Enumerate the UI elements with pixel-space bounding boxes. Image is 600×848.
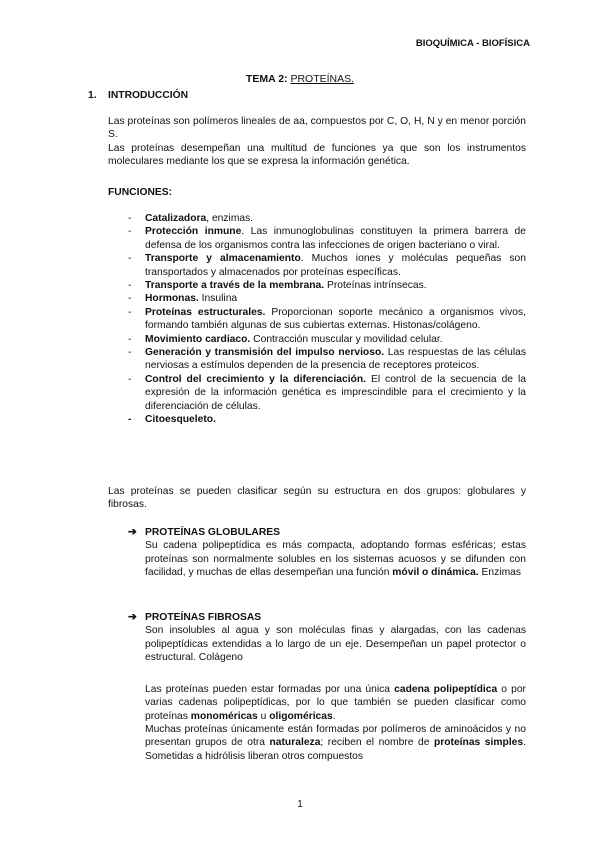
- simples-paragraph: Muchas proteínas únicamente están formadas por polímeros de aminoácidos y no presentan grupos de otra naturaleza; reciben el nombre de proteínas simples. Sometidas a hidrólisis liberan otros compuestos: [145, 724, 527, 762]
- title-prefix: TEMA 2:: [245, 73, 288, 85]
- page-number: 1: [297, 799, 303, 810]
- arrow-right-icon: ➔: [128, 612, 137, 623]
- list-item: - Protección inmune. Las inmunoglobulinas constituyen la primera barrera de defensa de los organismos contra las infecciones de origen bacteriano o viral.: [128, 226, 526, 251]
- globulares-heading: PROTEÍNAS GLOBULARES: [145, 527, 281, 538]
- intro-paragraph-2: Las proteínas desempeñan una multitud de funciones ya que son los instrumentos moleculares mediante los que se expresa la información genética.: [108, 143, 526, 168]
- list-item: - Proteínas estructurales. Proporcionan soporte mecánico a organismos vivos, formando también algunas de sus cubiertas externas. Histonas/colágeno.: [128, 306, 526, 332]
- title-topic: PROTEÍNAS.: [290, 73, 355, 85]
- section-title: INTRODUCCIÓN: [108, 90, 189, 101]
- list-item: - Citoesqueleto.: [128, 414, 216, 426]
- clasificacion-paragraph: Las proteínas se pueden clasificar según su estructura en dos grupos: globulares y fibrosas.: [108, 486, 526, 511]
- document-title: [0, 73, 600, 86]
- list-item: - Control del crecimiento y la diferenciación. El control de la secuencia de la expresión de la información genética es imprescindible para el crecimiento y la diferenciación de células.: [128, 373, 526, 412]
- globulares-text: Su cadena polipeptídica es más compacta, adoptando formas esféricas; estas proteínas son normalmente solubles en los sistemas acuosos y se difunden con facilidad, y muchas de ellas desempeñan una función móvil o dinámica. Enzimas: [145, 540, 526, 579]
- section-number: 1.: [88, 90, 97, 101]
- cadenas-paragraph: Las proteínas pueden estar formadas por una única cadena polipeptídica o por varias cadenas polipeptídicas, por lo que también se pueden clasificar como proteínas monoméricas u oligoméricas.: [145, 684, 526, 722]
- intro-paragraph-1: Las proteínas son polímeros lineales de aa, compuestos por C, O, H, N y en menor porción S.: [108, 116, 526, 141]
- globulares-section: [128, 526, 526, 580]
- list-item: - Movimiento cardíaco. Contracción muscular y movilidad celular.: [128, 333, 443, 345]
- list-item: - Hormonas. Insulina: [128, 293, 238, 305]
- arrow-right-icon: ➔: [128, 527, 137, 538]
- list-item: - Generación y transmisión del impulso nervioso. Las respuestas de las células nerviosas a estímulos dependen de la presencia de receptores proteicos.: [128, 347, 526, 372]
- document-header: BIOQUÍMICA - BIOFÍSICA: [415, 38, 530, 49]
- section-heading: [88, 89, 188, 102]
- list-item: - Catalizadora, enzimas.: [128, 213, 254, 224]
- fibrosas-heading: PROTEÍNAS FIBROSAS: [145, 612, 262, 623]
- funciones-list: [128, 212, 526, 427]
- list-item: - Transporte y almacenamiento. Muchos iones y moléculas pequeñas son transportados y almacenados por proteínas específicas.: [128, 253, 526, 278]
- funciones-heading: FUNCIONES:: [108, 187, 173, 198]
- list-item: - Transporte a través de la membrana. Proteínas intrínsecas.: [128, 280, 427, 292]
- fibrosas-text: Son insolubles al agua y son moléculas finas y alargadas, con las cadenas polipeptídicas extendidas a lo largo de un eje. Desempeñan un papel protector o estructural. Colágeno: [145, 625, 526, 664]
- fibrosas-section: [128, 611, 526, 665]
